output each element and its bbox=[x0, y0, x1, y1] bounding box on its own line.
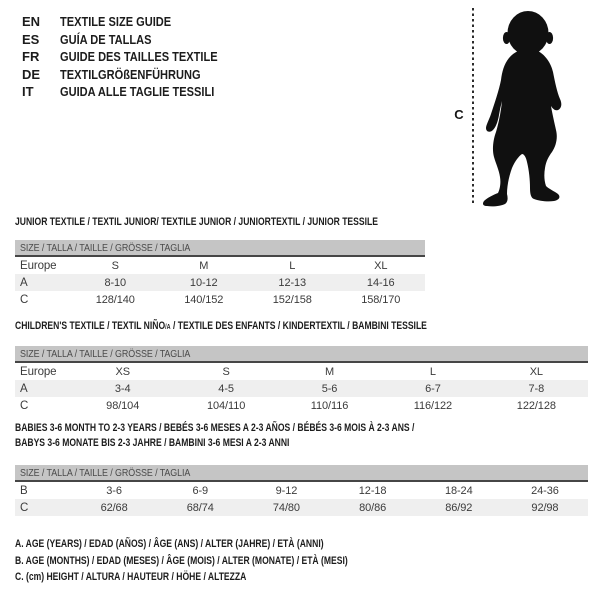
size-cell: 9-12 bbox=[275, 484, 298, 497]
row-label: A bbox=[20, 276, 28, 289]
height-measure-dashed-line bbox=[472, 8, 474, 206]
language-code: DE bbox=[22, 66, 41, 82]
size-cell: 110/116 bbox=[310, 399, 349, 412]
size-cell: 122/128 bbox=[516, 399, 556, 412]
row-label: Europe bbox=[20, 259, 57, 272]
size-cell: 24-36 bbox=[531, 484, 559, 497]
size-cell: 128/140 bbox=[95, 293, 135, 306]
size-cell: 12-18 bbox=[358, 484, 387, 497]
table-row bbox=[15, 482, 588, 499]
size-cell: 74/80 bbox=[272, 501, 300, 514]
row-label: Europe bbox=[20, 365, 57, 378]
size-cell: M bbox=[199, 259, 209, 272]
language-code: IT bbox=[22, 84, 34, 100]
size-cell: XL bbox=[374, 259, 388, 272]
language-row bbox=[22, 13, 245, 31]
size-cell: 8-10 bbox=[104, 276, 127, 289]
size-cell: 92/98 bbox=[531, 501, 559, 514]
table-row bbox=[15, 257, 425, 274]
language-row bbox=[22, 48, 245, 66]
language-title: GUÍA DE TALLAS bbox=[60, 31, 152, 47]
size-cell: L bbox=[429, 365, 436, 378]
size-cell: 18-24 bbox=[444, 484, 473, 497]
size-cell: 152/158 bbox=[272, 293, 312, 306]
height-label-c: C bbox=[454, 107, 464, 122]
size-header-bar: SIZE / TALLA / TAILLE / GRÖSSE / TAGLIA bbox=[15, 465, 588, 482]
baby-silhouette-icon bbox=[477, 8, 569, 208]
babies-section-title: BABIES 3-6 MONTH TO 2-3 YEARS / BEBÉS 3-6 MESES A 2-3 AÑOS / BÉBÉS 3-6 MOIS À 2-3 ANS / BABYS 3-6 MONATE BIS 2-3 JAHRE / BAMBINI 3-6 MESI A 2-3 ANNI bbox=[15, 422, 415, 449]
size-cell: 62/68 bbox=[100, 501, 128, 514]
row-label: C bbox=[20, 399, 29, 412]
language-title: GUIDE DES TAILLES TEXTILE bbox=[60, 49, 218, 65]
legend-line-b: B. AGE (MONTHS) / EDAD (MESES) / ÂGE (MOIS) / ALTER (MONATE) / ETÀ (MESI) bbox=[15, 554, 348, 567]
language-title: TEXTILGRÖßENFÜHRUNG bbox=[60, 66, 201, 82]
size-cell: XS bbox=[115, 365, 130, 378]
children-section-title: CHILDREN'S TEXTILE / TEXTIL NIÑO/A / TEXTILE DES ENFANTS / KINDERTEXTIL / BAMBINI TESSILE bbox=[15, 320, 427, 332]
language-title: TEXTILE SIZE GUIDE bbox=[60, 14, 172, 30]
size-cell: 140/152 bbox=[184, 293, 224, 306]
children-size-table bbox=[15, 346, 588, 414]
table-row bbox=[15, 291, 425, 308]
size-cell: S bbox=[222, 365, 230, 378]
junior-size-table bbox=[15, 240, 425, 308]
row-label: B bbox=[20, 484, 28, 497]
size-cell: 5-6 bbox=[321, 382, 338, 395]
size-cell: S bbox=[111, 259, 119, 272]
legend bbox=[15, 538, 442, 588]
size-cell: 116/122 bbox=[413, 399, 453, 412]
size-header-bar: SIZE / TALLA / TAILLE / GRÖSSE / TAGLIA bbox=[15, 346, 588, 363]
junior-section-title: JUNIOR TEXTILE / TEXTIL JUNIOR/ TEXTILE JUNIOR / JUNIORTEXTIL / JUNIOR TESSILE bbox=[15, 216, 378, 228]
size-cell: 3-6 bbox=[106, 484, 122, 497]
size-cell: L bbox=[289, 259, 296, 272]
language-row bbox=[22, 83, 245, 101]
language-title-list bbox=[22, 13, 245, 101]
language-title: GUIDA ALLE TAGLIE TESSILI bbox=[60, 84, 215, 100]
size-cell: 68/74 bbox=[186, 501, 214, 514]
nino-a-subscript: /A bbox=[165, 324, 171, 331]
size-cell: 98/104 bbox=[106, 399, 140, 412]
size-cell: 158/170 bbox=[361, 293, 401, 306]
row-label: C bbox=[20, 293, 29, 306]
size-header-bar: SIZE / TALLA / TAILLE / GRÖSSE / TAGLIA bbox=[15, 240, 425, 257]
size-cell: 12-13 bbox=[278, 276, 307, 289]
size-cell: XL bbox=[529, 365, 543, 378]
size-cell: M bbox=[324, 365, 335, 378]
row-label: A bbox=[20, 382, 28, 395]
language-code: EN bbox=[22, 14, 41, 30]
size-cell: 86/92 bbox=[445, 501, 473, 514]
language-code: ES bbox=[22, 31, 40, 47]
legend-line-a: A. AGE (YEARS) / EDAD (AÑOS) / ÂGE (ANS) / ALTER (JAHRE) / ETÀ (ANNI) bbox=[15, 538, 324, 550]
row-label: C bbox=[20, 501, 29, 514]
table-row bbox=[15, 499, 588, 516]
size-cell: 10-12 bbox=[189, 276, 218, 289]
language-code: FR bbox=[22, 49, 40, 65]
size-cell: 4-5 bbox=[218, 382, 234, 395]
legend-line-c: C. (cm) HEIGHT / ALTURA / HAUTEUR / HÖHE / ALTEZZA bbox=[15, 571, 247, 583]
language-row bbox=[22, 31, 245, 49]
table-row bbox=[15, 274, 425, 291]
size-cell: 6-9 bbox=[192, 484, 209, 497]
size-cell: 104/110 bbox=[206, 399, 246, 412]
size-cell: 6-7 bbox=[425, 382, 441, 395]
size-cell: 80/86 bbox=[359, 501, 387, 514]
language-row bbox=[22, 66, 245, 84]
size-cell: 3-4 bbox=[114, 382, 131, 395]
size-cell: 14-16 bbox=[366, 276, 395, 289]
babies-size-table bbox=[15, 465, 588, 516]
size-cell: 7-8 bbox=[528, 382, 545, 395]
table-row bbox=[15, 380, 588, 397]
table-row bbox=[15, 397, 588, 414]
table-row bbox=[15, 363, 588, 380]
